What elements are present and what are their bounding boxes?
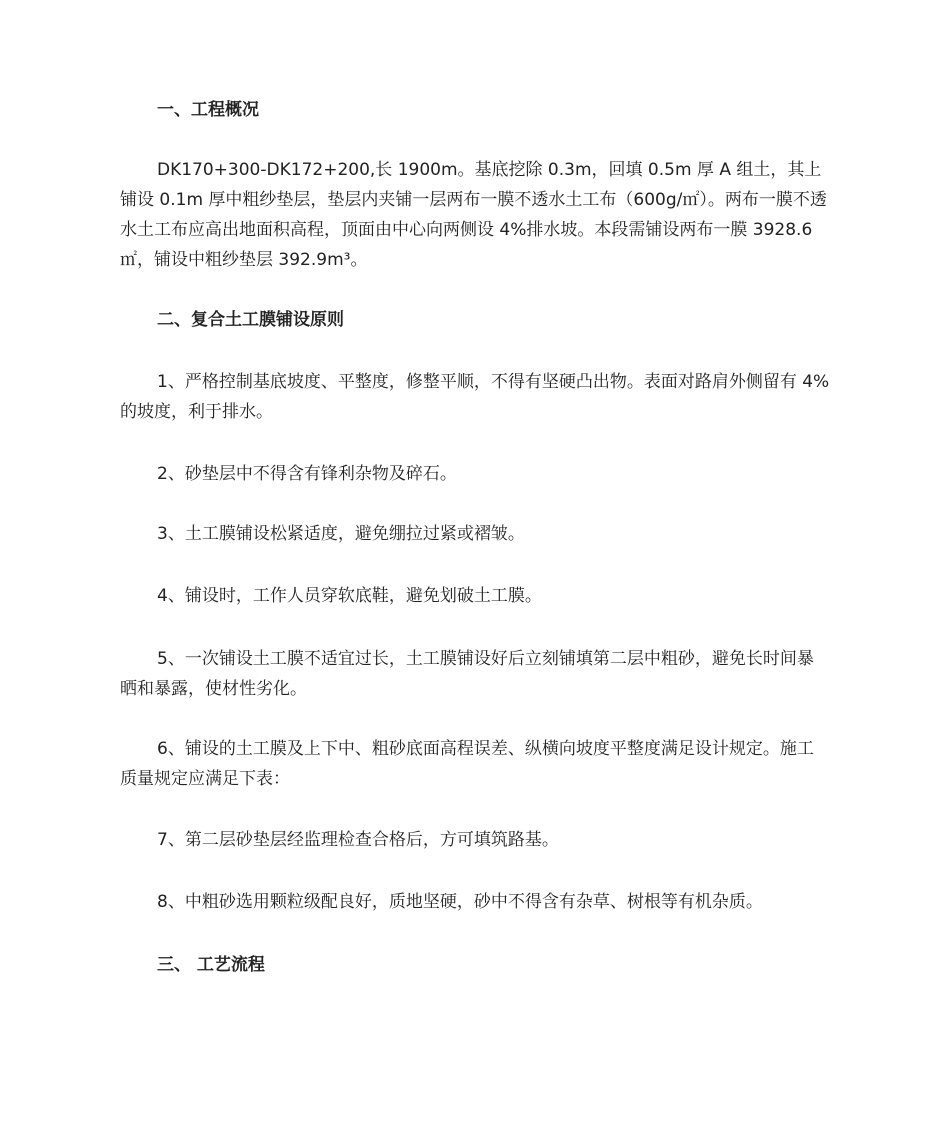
principle-item-2: 2、砂垫层中不得含有锋利杂物及碎石。 — [157, 464, 457, 484]
principle-item-7: 7、第二层砂垫层经监理检查合格后，方可填筑路基。 — [157, 830, 559, 850]
principle-item-3: 3、土工膜铺设松紧适度，避免绷拉过紧或褶皱。 — [157, 524, 525, 544]
section-1-heading: 一、工程概况 — [157, 100, 259, 120]
principle-item-6: 6、铺设的土工膜及上下中、粗砂底面高程误差、纵横向坡度平整度满足设计规定。施工质量规定应满足下表： — [120, 739, 814, 789]
section-3-heading: 三、 工艺流程 — [157, 955, 265, 975]
section-2-heading: 二、复合土工膜铺设原则 — [157, 310, 344, 330]
principle-item-5: 5、一次铺设土工膜不适宜过长，土工膜铺设好后立刻铺填第二层中粗砂，避免长时间暴晒和暴露，使材性劣化。 — [120, 649, 814, 699]
section-1-paragraph: DK170+300-DK172+200,长 1900m。基底挖除 0.3m，回填 0.5m 厚 A 组土，其上铺设 0.1m 厚中粗纱垫层，垫层内夹铺一层两布一膜不透水土工布（600g/㎡）。两布一膜不透水土工布应高出地面积高程，顶面由中心向两侧设 4%排水坡。本段需铺设两布一膜 3928.6㎡，铺设中粗纱垫层 392.9m³。 — [120, 160, 827, 270]
principle-item-8: 8、中粗砂选用颗粒级配良好，质地坚硬，砂中不得含有杂草、树根等有机杂质。 — [157, 892, 763, 912]
principle-item-4: 4、铺设时，工作人员穿软底鞋，避免划破土工膜。 — [157, 586, 542, 606]
principle-item-1: 1、严格控制基底坡度、平整度，修整平顺，不得有坚硬凸出物。表面对路肩外侧留有 4%的坡度，利于排水。 — [120, 372, 830, 422]
